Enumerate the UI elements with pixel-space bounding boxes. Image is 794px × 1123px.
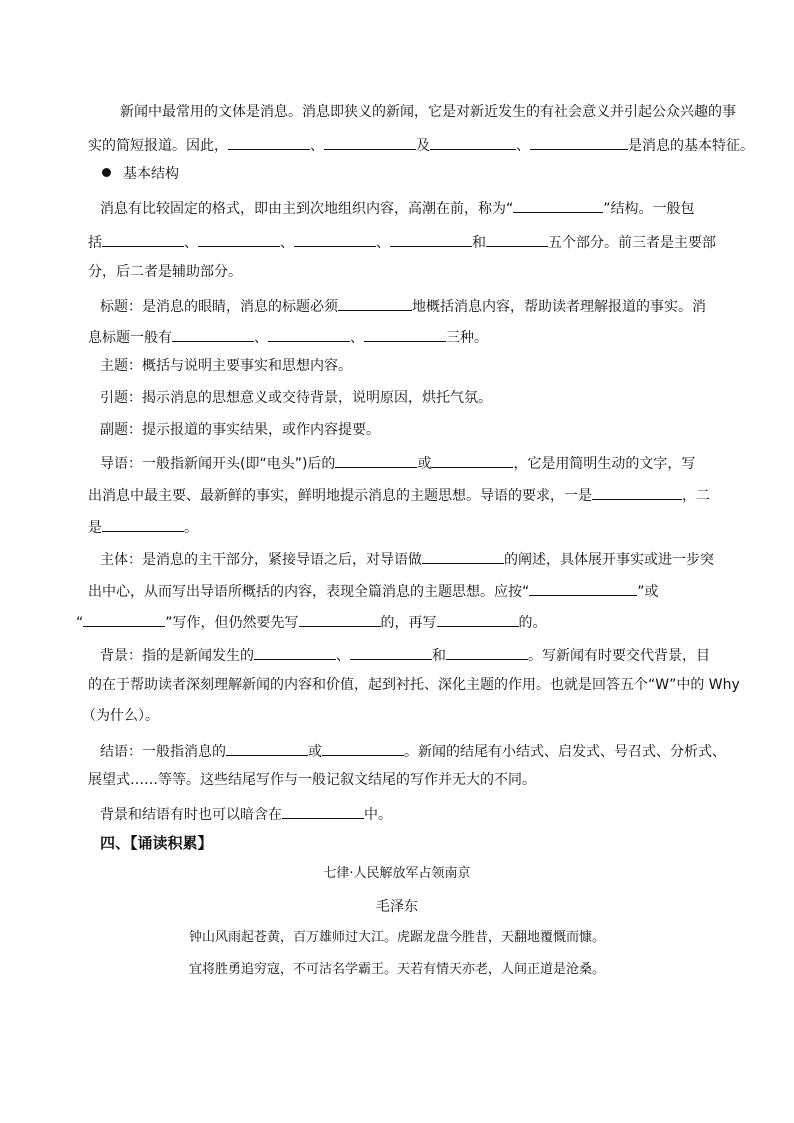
intro-line-1: 新闻中最常用的文体是消息。消息即狭义的新闻，它是对新近发生的有社会意义并引起公众兴趣的事 <box>120 104 736 120</box>
fill-blank[interactable] <box>430 133 516 150</box>
lead-title-text: 引题：揭示消息的思想意义或交待背景，说明原因，烘托气氛。 <box>100 390 492 406</box>
fill-blank[interactable] <box>350 643 432 660</box>
background-line-1: 背景：指的是新闻发生的 、 和 。写新闻有时要交代背景，目 <box>100 643 710 666</box>
structure-line-2: 括 、 、 、 和 五个部分。前三者是主要部 <box>88 230 716 253</box>
fill-blank[interactable] <box>422 547 504 564</box>
fill-blank[interactable] <box>431 451 513 468</box>
poem-line-1: 钟山风雨起苍黄，百万雄师过大江。虎踞龙盘今胜昔，天翻地覆慨而慷。 <box>188 930 605 945</box>
body-line-2: 出中心，从而写出导语所概括的内容，表现全篇消息的主题思想。应按“ ”或 <box>88 579 659 602</box>
lead-line-3: 是 。 <box>88 515 198 538</box>
implicit-line: 背景和结语有时也可以暗含在 中。 <box>100 802 392 825</box>
fill-blank[interactable] <box>364 325 446 342</box>
fill-blank[interactable] <box>268 325 350 342</box>
title-line-1: 标题：是消息的眼睛，消息的标题必须 地概括消息内容，帮助读者理解报道的事实。消 <box>100 294 706 317</box>
fill-blank[interactable] <box>228 133 310 150</box>
ending-line-2: 展望式……等等。这些结尾写作与一般记叙文结尾的写作并无大的不同。 <box>88 772 536 788</box>
fill-blank[interactable] <box>324 133 416 150</box>
fill-blank[interactable] <box>530 133 628 150</box>
poem-line-2: 宜将胜勇追穷寇，不可沽名学霸王。天若有情天亦老，人间正道是沧桑。 <box>188 962 605 977</box>
poem-author: 毛泽东 <box>376 899 418 915</box>
section-heading: 四、【诵读积累】 <box>100 834 213 852</box>
fill-blank[interactable] <box>322 739 404 756</box>
fill-blank[interactable] <box>592 483 682 500</box>
fill-blank[interactable] <box>299 610 381 627</box>
fill-blank[interactable] <box>294 230 376 247</box>
background-line-2: 的在于帮助读者深刻理解新闻的内容和价值，起到衬托、深化主题的作用。也就是回答五个“W”中的 Why <box>88 677 740 693</box>
fill-blank[interactable] <box>102 230 184 247</box>
title-line-2: 息标题一般有 、 、 三种。 <box>88 325 488 348</box>
fill-blank[interactable] <box>102 515 184 532</box>
sub-title-text: 副题：提示报道的事实结果，或作内容提要。 <box>100 422 380 438</box>
poem-title: 七律·人民解放军占领南京 <box>323 866 471 881</box>
fill-blank[interactable] <box>513 196 603 213</box>
fill-blank[interactable] <box>529 579 637 596</box>
fill-blank[interactable] <box>446 643 528 660</box>
fill-blank[interactable] <box>338 294 412 311</box>
structure-line-1: 消息有比较固定的格式，即由主到次地组织内容，高潮在前，称为“ ”结构。一般包 <box>100 196 695 219</box>
fill-blank[interactable] <box>226 739 308 756</box>
fill-blank[interactable] <box>83 610 165 627</box>
fill-blank[interactable] <box>390 230 472 247</box>
fill-blank[interactable] <box>335 451 417 468</box>
lead-line-1: 导语：一般指新闻开头(即“电头”)后的 或 ，它是用简明生动的文字，写 <box>100 451 695 474</box>
fill-blank[interactable] <box>437 610 519 627</box>
structure-heading: 基本结构 <box>102 164 179 184</box>
main-title-text: 主题：概括与说明主要事实和思想内容。 <box>100 358 352 374</box>
fill-blank[interactable] <box>282 802 364 819</box>
ending-line-1: 结语：一般指消息的 或 。新闻的结尾有小结式、启发式、号召式、分析式、 <box>100 739 726 762</box>
background-line-3: （为什么）。 <box>82 708 159 724</box>
fill-blank[interactable] <box>172 325 254 342</box>
body-line-3: “ ”写作，但仍然要先写 的，再写 的。 <box>76 610 547 633</box>
fill-blank[interactable] <box>198 230 280 247</box>
fill-blank[interactable] <box>254 643 336 660</box>
fill-blank[interactable] <box>486 230 548 247</box>
lead-line-2: 出消息中最主要、最新鲜的事实，鲜明地提示消息的主题思想。导语的要求，一是 ，二 <box>88 483 710 506</box>
body-line-1: 主体：是消息的主干部分，紧接导语之后，对导语做 的阐述，具体展开事实或进一步突 <box>100 547 714 570</box>
bullet-icon <box>102 168 111 177</box>
structure-line-3: 分，后二者是辅助部分。 <box>88 264 242 280</box>
intro-line-2: 实的简短报道。因此， 、 及 、 是消息的基本特征。 <box>88 133 754 156</box>
